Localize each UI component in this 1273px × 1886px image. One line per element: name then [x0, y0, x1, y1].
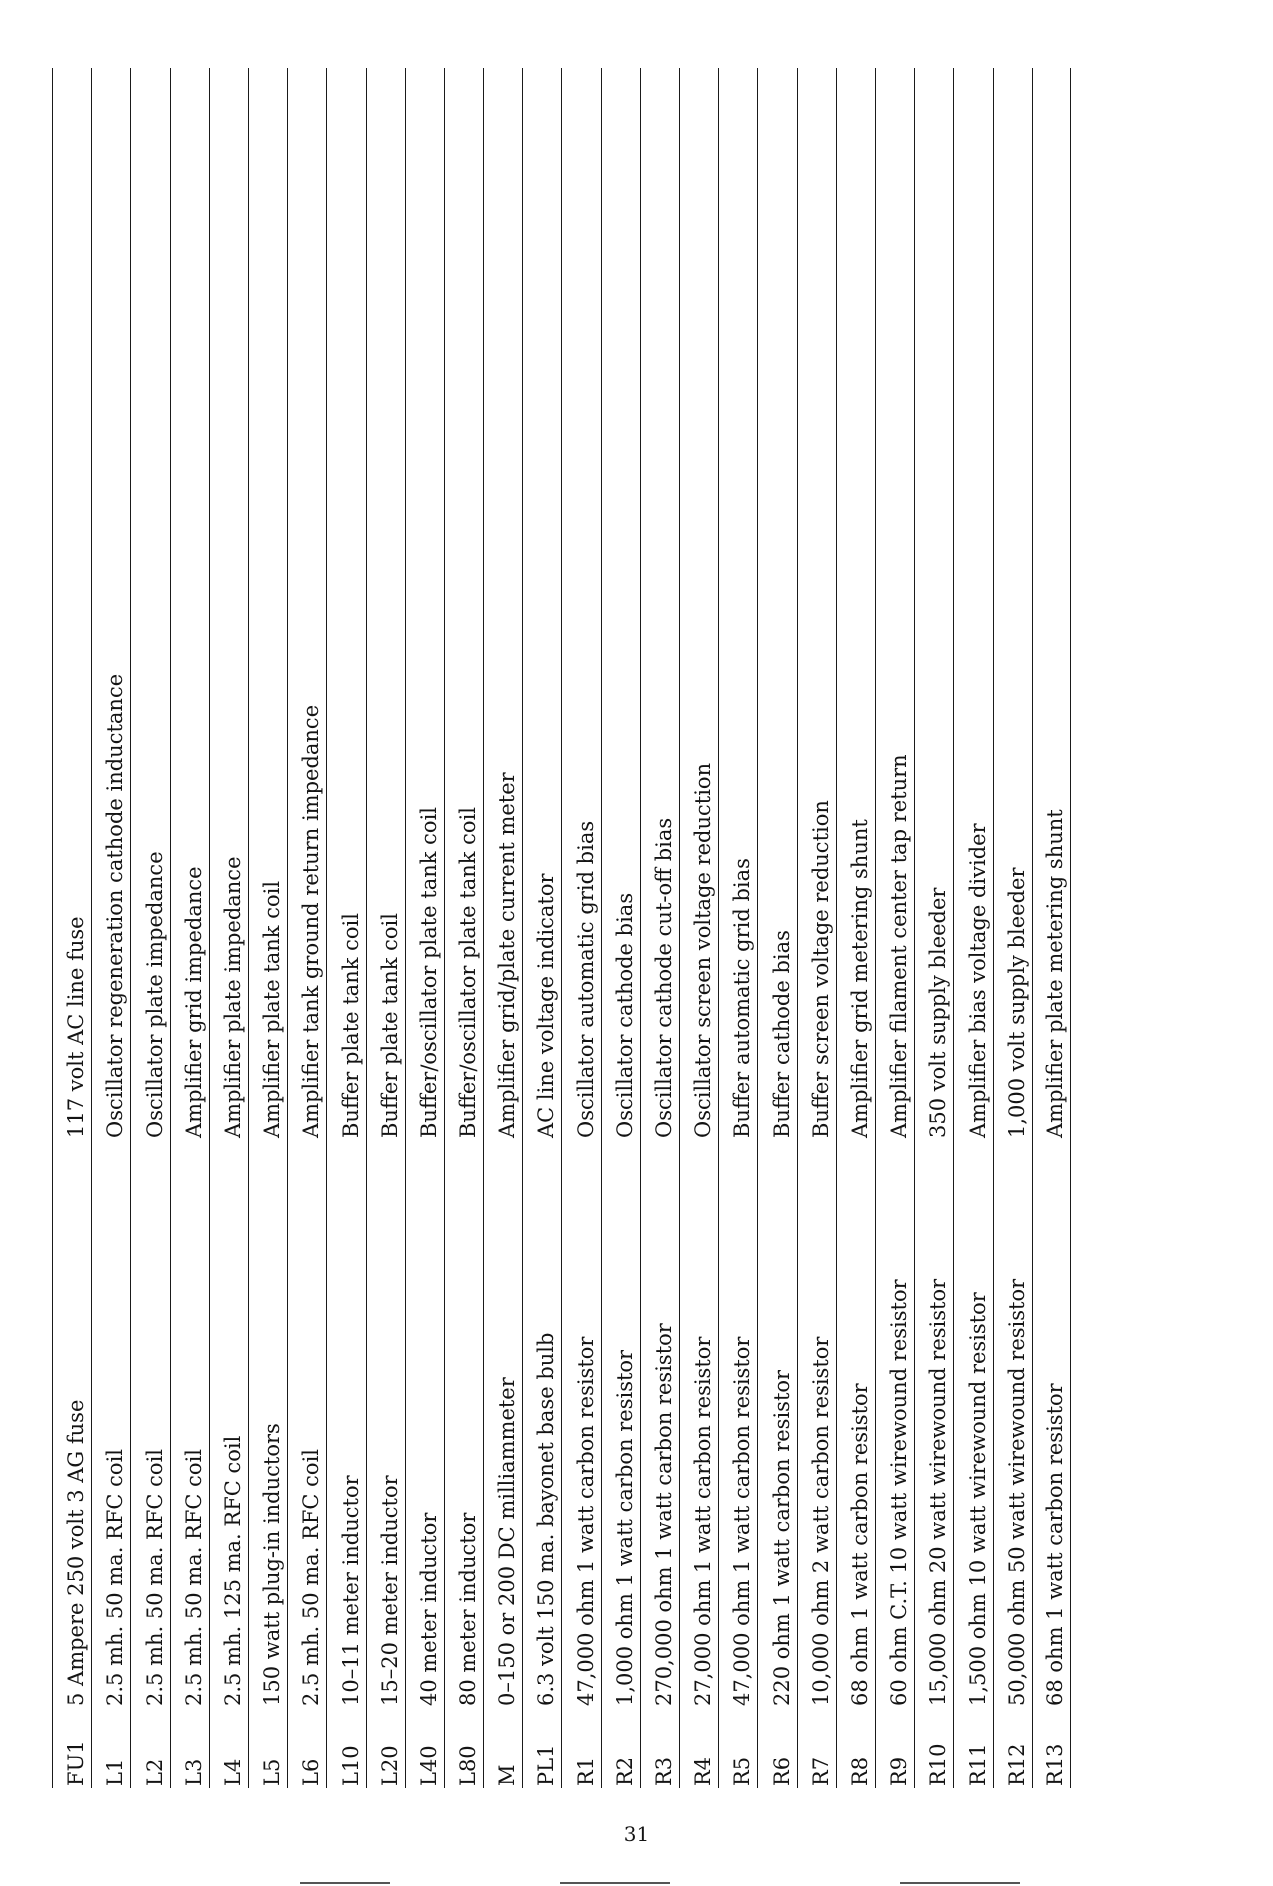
part-designator: R7: [808, 1756, 833, 1786]
part-description: 50,000 ohm 50 watt wirewound resistor: [1004, 1278, 1029, 1706]
part-designator: R9: [887, 1756, 912, 1786]
part-function: Oscillator automatic grid bias: [573, 820, 598, 1138]
part-function: Amplifier grid metering shunt: [847, 819, 872, 1138]
part-designator: R12: [1004, 1743, 1029, 1786]
part-designator: PL1: [534, 1744, 559, 1786]
table-row: [522, 68, 561, 1788]
part-function: Oscillator screen voltage reduction: [691, 762, 716, 1138]
table-row: [170, 68, 209, 1788]
part-designator: FU1: [64, 1740, 89, 1786]
table-row: [679, 68, 718, 1788]
part-function: Buffer/oscillator plate tank coil: [416, 806, 441, 1138]
table-row: [836, 68, 875, 1788]
table-row: [444, 68, 483, 1788]
part-designator: R1: [573, 1756, 598, 1786]
part-description: 80 meter inductor: [456, 1512, 481, 1706]
part-function: Amplifier tank ground return impedance: [299, 704, 324, 1138]
part-description: 2.5 mh. 50 ma. RFC coil: [142, 1448, 167, 1706]
part-description: 47,000 ohm 1 watt carbon resistor: [730, 1336, 755, 1706]
part-function: Amplifier plate impedance: [220, 856, 245, 1138]
part-description: 68 ohm 1 watt carbon resistor: [847, 1383, 872, 1706]
part-description: 27,000 ohm 1 watt carbon resistor: [691, 1336, 716, 1706]
part-description: 40 meter inductor: [416, 1512, 441, 1706]
part-description: 47,000 ohm 1 watt carbon resistor: [573, 1336, 598, 1706]
part-function: Amplifier grid impedance: [181, 866, 206, 1138]
table-row: [326, 68, 365, 1788]
table-row: [640, 68, 679, 1788]
part-function: Oscillator cathode bias: [612, 892, 637, 1138]
part-description: 2.5 mh. 50 ma. RFC coil: [299, 1448, 324, 1706]
part-function: Buffer screen voltage reduction: [808, 800, 833, 1138]
part-function: Amplifier grid/plate current meter: [495, 772, 520, 1138]
part-designator: R5: [730, 1756, 755, 1786]
part-designator: R2: [612, 1756, 637, 1786]
table-row: [797, 68, 836, 1788]
part-designator: L10: [338, 1745, 363, 1786]
table-row: [993, 68, 1032, 1788]
table-row: [52, 68, 91, 1788]
part-description: 270,000 ohm 1 watt carbon resistor: [652, 1323, 676, 1706]
part-function: 1,000 volt supply bleeder: [1004, 867, 1029, 1138]
table-row: [483, 68, 522, 1788]
part-function: Amplifier filament center tap return: [887, 754, 912, 1138]
part-function: Amplifier plate metering shunt: [1042, 809, 1067, 1138]
part-function: Buffer cathode bias: [769, 930, 794, 1138]
part-function: Buffer plate tank coil: [338, 913, 363, 1138]
part-designator: R3: [652, 1756, 676, 1786]
part-description: 10–11 meter inductor: [338, 1475, 363, 1706]
part-designator: L5: [260, 1758, 285, 1786]
part-function: 350 volt supply bleeder: [926, 887, 951, 1138]
part-designator: L2: [142, 1758, 167, 1786]
table-row: [914, 68, 953, 1788]
table-row: [248, 68, 287, 1788]
table-row: [287, 68, 326, 1788]
part-designator: R11: [965, 1743, 990, 1786]
part-function: Buffer plate tank coil: [377, 913, 402, 1138]
part-designator: L4: [220, 1758, 245, 1786]
part-description: 10,000 ohm 2 watt carbon resistor: [808, 1336, 833, 1706]
part-description: 5 Ampere 250 volt 3 AG fuse: [64, 1399, 89, 1706]
part-designator: L80: [456, 1745, 481, 1786]
table-row: [875, 68, 914, 1788]
part-description: 0–150 or 200 DC milliammeter: [495, 1377, 520, 1706]
part-description: 68 ohm 1 watt carbon resistor: [1042, 1383, 1067, 1706]
part-function: AC line voltage indicator: [534, 873, 559, 1138]
page-number: 31: [623, 1822, 650, 1846]
part-description: 2.5 mh. 125 ma. RFC coil: [220, 1435, 245, 1706]
part-description: 220 ohm 1 watt carbon resistor: [769, 1369, 794, 1706]
table-row: [561, 68, 600, 1788]
part-function: Buffer automatic grid bias: [730, 858, 755, 1138]
parts-list-table: [52, 68, 1071, 1788]
part-description: 6.3 volt 150 ma. bayonet base bulb: [534, 1332, 559, 1706]
table-row: [91, 68, 130, 1788]
part-description: 2.5 mh. 50 ma. RFC coil: [181, 1448, 206, 1706]
table-row: [130, 68, 169, 1788]
part-function: Oscillator plate impedance: [142, 851, 167, 1138]
table-row: [718, 68, 757, 1788]
part-designator: L1: [103, 1758, 128, 1786]
table-row: [366, 68, 405, 1788]
part-function: 117 volt AC line fuse: [64, 916, 89, 1138]
part-function: Oscillator cathode cut-off bias: [652, 817, 676, 1138]
part-description: 60 ohm C.T. 10 watt wirewound resistor: [887, 1279, 912, 1706]
table-row: [601, 68, 640, 1788]
part-designator: R13: [1042, 1743, 1067, 1786]
part-function: Oscillator regeneration cathode inductance: [103, 673, 128, 1138]
part-designator: R6: [769, 1756, 794, 1786]
part-description: 1,500 ohm 10 watt wirewound resistor: [965, 1292, 990, 1706]
table-row: [405, 68, 444, 1788]
part-description: 15,000 ohm 20 watt wirewound resistor: [926, 1278, 951, 1706]
scan-edge-marks: [0, 1880, 1273, 1886]
part-designator: L3: [181, 1758, 206, 1786]
part-designator: R8: [847, 1756, 872, 1786]
part-designator: R4: [691, 1756, 716, 1786]
part-designator: M: [495, 1764, 520, 1786]
table-row: [209, 68, 248, 1788]
part-description: 150 watt plug-in inductors: [260, 1423, 285, 1706]
part-function: Buffer/oscillator plate tank coil: [456, 806, 481, 1138]
part-function: Amplifier bias voltage divider: [965, 823, 990, 1138]
table-row: [953, 68, 992, 1788]
part-designator: R10: [926, 1743, 951, 1786]
part-description: 15–20 meter inductor: [377, 1475, 402, 1706]
part-designator: L40: [416, 1745, 441, 1786]
part-description: 2.5 mh. 50 ma. RFC coil: [103, 1448, 128, 1706]
part-designator: L20: [377, 1745, 402, 1786]
table-row: [1032, 68, 1071, 1788]
part-designator: L6: [299, 1758, 324, 1786]
table-row: [757, 68, 796, 1788]
part-function: Amplifier plate tank coil: [260, 880, 285, 1138]
part-description: 1,000 ohm 1 watt carbon resistor: [612, 1349, 637, 1706]
